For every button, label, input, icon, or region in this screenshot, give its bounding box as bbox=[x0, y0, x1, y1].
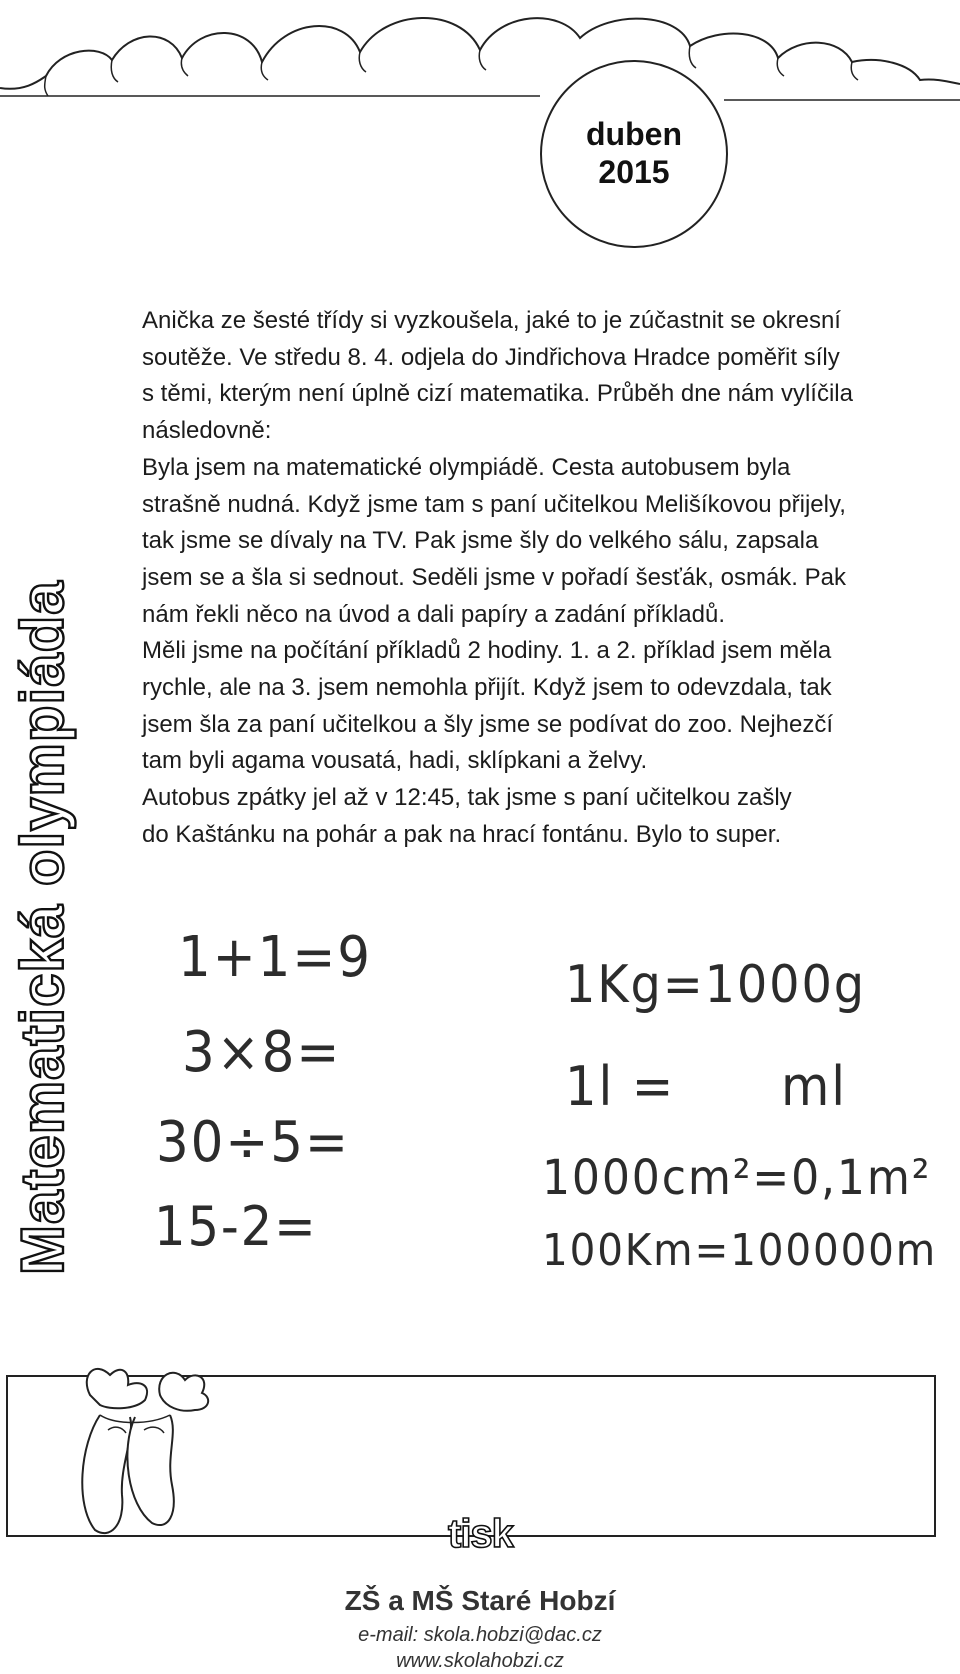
story-line: Byla jsem na matematické olympiádě. Cesta autobusem byla bbox=[142, 453, 791, 481]
story-line: Měli jsme na počítání příkladů 2 hodiny. 1. a 2. příklad jsem měla bbox=[142, 637, 832, 665]
ballet-shoes-icon bbox=[60, 1355, 230, 1540]
handwritten-conversion: 1l = ml bbox=[565, 1055, 847, 1118]
story-line: tak jsme se dívaly na TV. Pak jsme šly do velkého sálu, zapsala bbox=[142, 527, 819, 555]
school-website: www.skolahobzi.cz bbox=[396, 1650, 564, 1672]
school-email: e-mail: skola.hobzi@dac.cz bbox=[358, 1624, 602, 1646]
story-line: strašně nudná. Když jsme tam s paní učitelkou Melišíkovou přijely, bbox=[142, 490, 846, 518]
handwritten-conversion: 1000cm²=0,1m² bbox=[542, 1150, 932, 1206]
handwritten-conversion: 1Kg=1000g bbox=[565, 955, 866, 1015]
handwritten-equation: 15-2= bbox=[154, 1195, 318, 1258]
story-line: tam byli agama vousatá, hadi, sklípkani a želvy. bbox=[142, 747, 648, 775]
cloud-border-decoration bbox=[0, 0, 960, 240]
school-name: ZŠ a MŠ Staré Hobzí bbox=[344, 1585, 616, 1616]
story-line: Autobus zpátky jel až v 12:45, tak jsme s paní učitelkou zašly bbox=[142, 784, 792, 812]
story-line: Anička ze šesté třídy si vyzkoušela, jaké to je zúčastnit se okresní bbox=[142, 307, 841, 334]
story-line: následovně: bbox=[142, 417, 272, 445]
story-line: do Kaštánku na pohár a pak na hrací fontánu. Bylo to super. bbox=[142, 820, 782, 848]
date-year: 2015 bbox=[598, 154, 670, 190]
story-line: jsem se a šla si sednout. Seděli jsme v pořadí šesťák, osmák. Pak bbox=[142, 563, 846, 591]
story-line: rychle, ale na 3. jsem nemohla přijít. Když jsem to odevzdala, tak bbox=[142, 674, 832, 702]
story-line: jsem šla za paní učitelkou a šly jsme se podívat do zoo. Nejhezčí bbox=[142, 710, 834, 738]
handwritten-conversion: 100Km=100000m bbox=[542, 1225, 938, 1276]
date-circle bbox=[540, 60, 728, 248]
handwritten-equation: 3×8= bbox=[182, 1020, 342, 1085]
handwritten-equation: 1+1=9 bbox=[178, 925, 372, 990]
handwritten-equation: 30÷5= bbox=[156, 1110, 350, 1175]
date-month: duben bbox=[586, 116, 682, 153]
story-line: nám řekli něco na úvod a dali papíry a zadání příkladů. bbox=[142, 600, 726, 628]
story-line: s těmi, kterým není úplně cizí matematika. Průběh dne nám vylíčila bbox=[142, 380, 853, 408]
story-line: soutěže. Ve středu 8. 4. odjela do Jindřichova Hradce poměřit síly bbox=[142, 343, 840, 371]
story-text bbox=[142, 303, 942, 854]
tisk-stamp: tisk bbox=[448, 1512, 513, 1556]
side-title-vertical: Matematická olympiáda bbox=[9, 580, 76, 1275]
